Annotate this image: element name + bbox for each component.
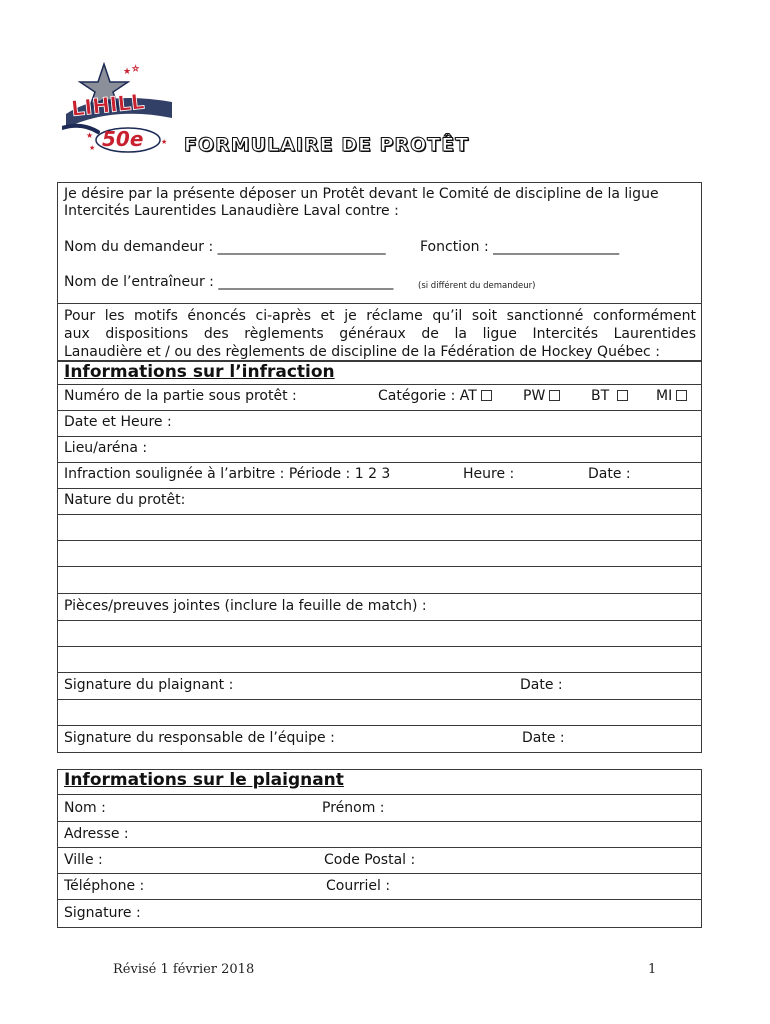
divider <box>58 593 701 594</box>
divider <box>58 821 701 822</box>
reasons-line-1: Pour les motifs énoncés ci-après et je réclame qu’il soit sanctionné conformément <box>64 308 696 324</box>
evidence-field[interactable]: Pièces/preuves jointes (inclure la feuille de match) : <box>64 598 427 614</box>
divider <box>58 794 701 795</box>
divider <box>58 514 701 515</box>
checkbox-mi[interactable] <box>676 390 687 401</box>
league-logo-graphic <box>62 62 180 154</box>
divider <box>58 303 701 304</box>
venue-field[interactable]: Lieu/aréna : <box>64 440 148 456</box>
league-logo <box>62 62 180 154</box>
phone-field[interactable]: Téléphone : <box>64 878 145 894</box>
plaintiff-signature-date[interactable]: Date : <box>520 677 563 693</box>
divider <box>58 646 701 647</box>
coach-note: (si différent du demandeur) <box>418 281 536 291</box>
page-number: 1 <box>648 962 657 977</box>
divider <box>58 540 701 541</box>
svg-text:★: ★ <box>89 144 96 152</box>
last-name-field[interactable]: Nom : <box>64 800 106 816</box>
infraction-section <box>57 361 702 753</box>
category-bt-label: BT <box>591 388 610 404</box>
divider <box>58 488 701 489</box>
divider <box>58 436 701 437</box>
team-signature-date[interactable]: Date : <box>522 730 565 746</box>
date-time-field[interactable]: Date et Heure : <box>64 414 172 430</box>
divider <box>58 873 701 874</box>
divider <box>58 847 701 848</box>
requester-field[interactable]: Nom du demandeur : ________________________ <box>64 239 386 255</box>
game-number-field[interactable]: Numéro de la partie sous protêt : <box>64 388 297 404</box>
divider <box>58 699 701 700</box>
checkbox-at[interactable] <box>481 390 492 401</box>
infraction-hour-field[interactable]: Heure : <box>463 466 515 482</box>
coach-field[interactable]: Nom de l’entraîneur : _________________________ <box>64 274 394 290</box>
category-pw-label: PW <box>523 388 546 404</box>
svg-text:★: ★ <box>161 138 168 146</box>
email-field[interactable]: Courriel : <box>326 878 391 894</box>
plaintiff-title: Informations sur le plaignant <box>64 770 344 790</box>
plaintiff-section <box>57 769 702 928</box>
team-signature-field[interactable]: Signature du responsable de l’équipe : <box>64 730 335 746</box>
reasons-line-2: aux dispositions des règlements généraux de la ligue Intercités Laurentides <box>64 326 696 342</box>
divider <box>58 725 701 726</box>
divider <box>58 462 701 463</box>
reasons-line-3: Lanaudière et / ou des règlements de discipline de la Fédération de Hockey Québec : <box>64 344 660 360</box>
category-bt <box>591 388 628 405</box>
divider <box>58 899 701 900</box>
category-at-label: Catégorie : AT <box>378 388 477 404</box>
divider <box>58 384 701 385</box>
infraction-date-field[interactable]: Date : <box>588 466 631 482</box>
intro-line-2: Intercités Laurentides Lanaudière Laval contre : <box>64 203 399 219</box>
divider <box>58 672 701 673</box>
logo-wordmark: LIHILL <box>70 89 146 121</box>
page-title: FORMULAIRE DE PROTÊT <box>184 134 470 156</box>
first-name-field[interactable]: Prénom : <box>322 800 385 816</box>
intro-line-1: Je désire par la présente déposer un Protêt devant le Comité de discipline de la ligue <box>64 186 659 202</box>
category-mi <box>656 388 687 405</box>
postal-code-field[interactable]: Code Postal : <box>324 852 416 868</box>
divider <box>58 620 701 621</box>
category-mi-label: MI <box>656 388 673 404</box>
svg-text:★: ★ <box>86 131 94 140</box>
category-label <box>378 388 492 405</box>
nature-field[interactable]: Nature du protêt: <box>64 492 186 508</box>
signature-field[interactable]: Signature : <box>64 905 141 921</box>
category-pw <box>523 388 560 405</box>
divider <box>58 566 701 567</box>
revision-date: Révisé 1 février 2018 <box>113 962 255 977</box>
svg-text:☆: ☆ <box>132 64 140 73</box>
address-field[interactable]: Adresse : <box>64 826 129 842</box>
function-field[interactable]: Fonction : __________________ <box>420 239 620 255</box>
intro-section <box>57 182 702 361</box>
infraction-period-field[interactable]: Infraction soulignée à l’arbitre : Période : 1 2 3 <box>64 466 391 482</box>
city-field[interactable]: Ville : <box>64 852 103 868</box>
infraction-title: Informations sur l’infraction <box>64 362 335 382</box>
svg-text:★: ★ <box>123 67 132 77</box>
checkbox-pw[interactable] <box>549 390 560 401</box>
divider <box>58 410 701 411</box>
plaintiff-signature-field[interactable]: Signature du plaignant : <box>64 677 234 693</box>
logo-anniversary: 50e <box>102 127 144 151</box>
checkbox-bt[interactable] <box>617 390 628 401</box>
